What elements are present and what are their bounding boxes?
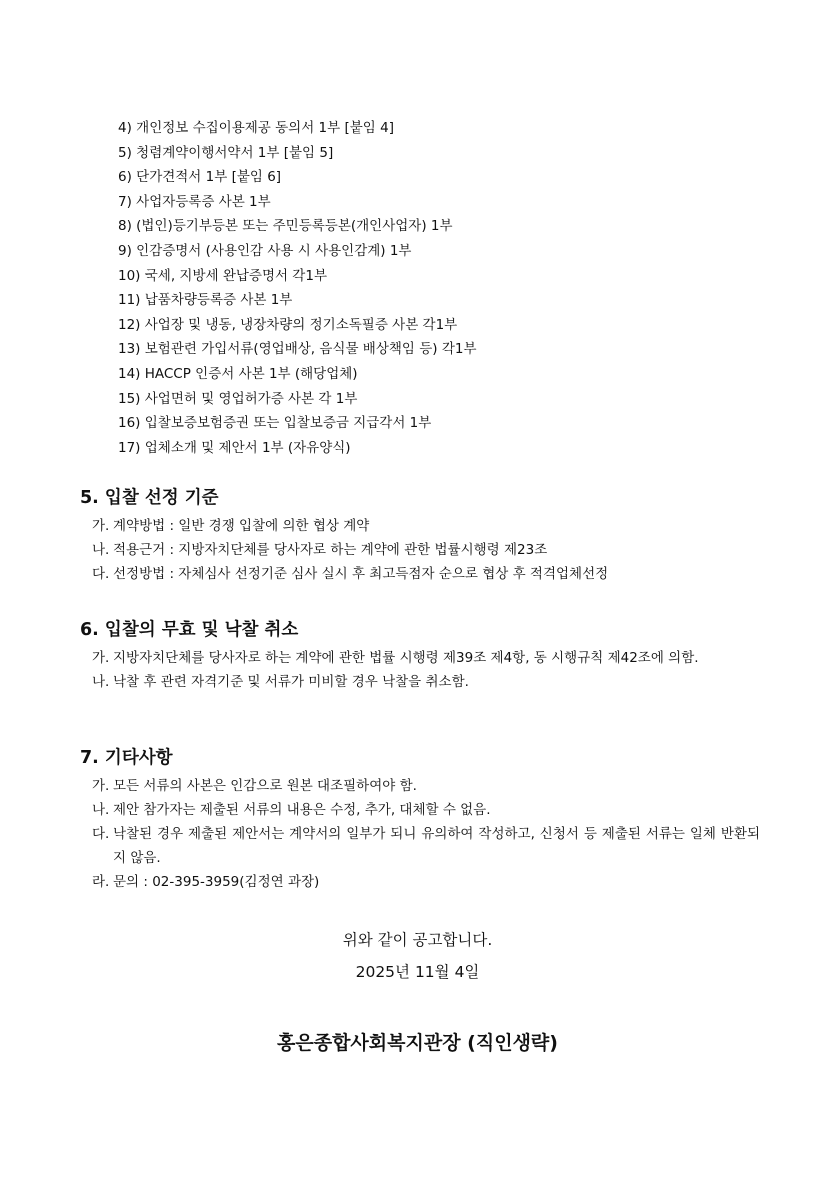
- list-item: 11) 납품차량등록증 사본 1부: [118, 292, 293, 309]
- item-marker: 다.: [92, 826, 110, 842]
- list-item: 6) 단가견적서 1부 [붙임 6]: [118, 169, 282, 186]
- item-marker: 나.: [92, 542, 110, 558]
- section-item: [80, 562, 760, 586]
- list-item: 4) 개인정보 수집이용제공 동의서 1부 [붙임 4]: [118, 120, 394, 136]
- list-item: 14) HACCP 인증서 사본 1부 (해당업체): [118, 365, 358, 382]
- list-item: 17) 업체소개 및 제안서 1부 (자유양식): [118, 439, 351, 456]
- item-marker: 가.: [92, 778, 110, 794]
- item-text: 낙찰된 경우 제출된 제안서는 계약서의 일부가 되니 유의하여 작성하고, 신청서 등 제출된 서류는 일체 반환되지 않음.: [113, 826, 760, 866]
- item-marker: 다.: [92, 566, 110, 582]
- signature: 홍은종합사회복지관장 (직인생략): [277, 1032, 558, 1054]
- section-item: [80, 774, 760, 798]
- item-marker: 가.: [92, 650, 110, 666]
- section-selection-criteria: [80, 484, 760, 586]
- item-marker: 라.: [92, 874, 110, 890]
- list-item: 10) 국세, 지방세 완납증명서 각1부: [118, 267, 327, 284]
- announcement-date: 2025년 11월 4일: [355, 963, 480, 981]
- section-title: 5. 입찰 선정 기준: [80, 488, 219, 508]
- section-item: [80, 870, 760, 894]
- section-invalidation: [80, 616, 760, 694]
- item-text: 모든 서류의 사본은 인감으로 원본 대조필하여야 함.: [113, 778, 417, 794]
- section-item: [80, 514, 760, 538]
- required-documents-list: [118, 116, 477, 460]
- item-marker: 가.: [92, 518, 110, 534]
- section-item: [80, 798, 760, 822]
- list-item: 8) (법인)등기부등본 또는 주민등록등본(개인사업자) 1부: [118, 218, 453, 235]
- list-item: 7) 사업자등록증 사본 1부: [118, 193, 271, 210]
- item-text: 계약방법 : 일반 경쟁 입찰에 의한 협상 계약: [113, 518, 370, 534]
- item-text: 선정방법 : 자체심사 선정기준 심사 실시 후 최고득점자 순으로 협상 후 적격업체선정: [113, 566, 609, 582]
- closing-statement: 위와 같이 공고합니다.: [342, 931, 493, 949]
- section-item: [80, 538, 760, 562]
- list-item: 16) 입찰보증보험증권 또는 입찰보증금 지급각서 1부: [118, 415, 432, 432]
- list-item: 12) 사업장 및 냉동, 냉장차량의 정기소독필증 사본 각1부: [118, 316, 458, 333]
- item-text: 낙찰 후 관련 자격기준 및 서류가 미비할 경우 낙찰을 취소함.: [113, 674, 469, 690]
- section-item: [80, 670, 760, 694]
- item-text: 적용근거 : 지방자치단체를 당사자로 하는 계약에 관한 법률시행령 제23조: [113, 542, 548, 558]
- list-item: 13) 보험관련 가입서류(영업배상, 음식물 배상책임 등) 각1부: [118, 341, 477, 358]
- item-text: 제안 참가자는 제출된 서류의 내용은 수정, 추가, 대체할 수 없음.: [113, 802, 491, 818]
- item-text: 문의 : 02-395-3959(김정연 과장): [113, 874, 320, 890]
- section-item: [80, 822, 760, 870]
- list-item: 5) 청렴계약이행서약서 1부 [붙임 5]: [118, 144, 334, 161]
- section-title: 6. 입찰의 무효 및 낙찰 취소: [80, 620, 299, 640]
- list-item: 15) 사업면허 및 영업허가증 사본 각 1부: [118, 390, 358, 407]
- section-other-notes: [80, 744, 760, 894]
- item-text: 지방자치단체를 당사자로 하는 계약에 관한 법률 시행령 제39조 제4항, 동 시행규칙 제42조에 의함.: [113, 650, 699, 666]
- item-marker: 나.: [92, 802, 110, 818]
- item-marker: 나.: [92, 674, 110, 690]
- section-title: 7. 기타사항: [80, 748, 173, 768]
- list-item: 9) 인감증명서 (사용인감 사용 시 사용인감계) 1부: [118, 242, 412, 259]
- section-item: [80, 646, 760, 670]
